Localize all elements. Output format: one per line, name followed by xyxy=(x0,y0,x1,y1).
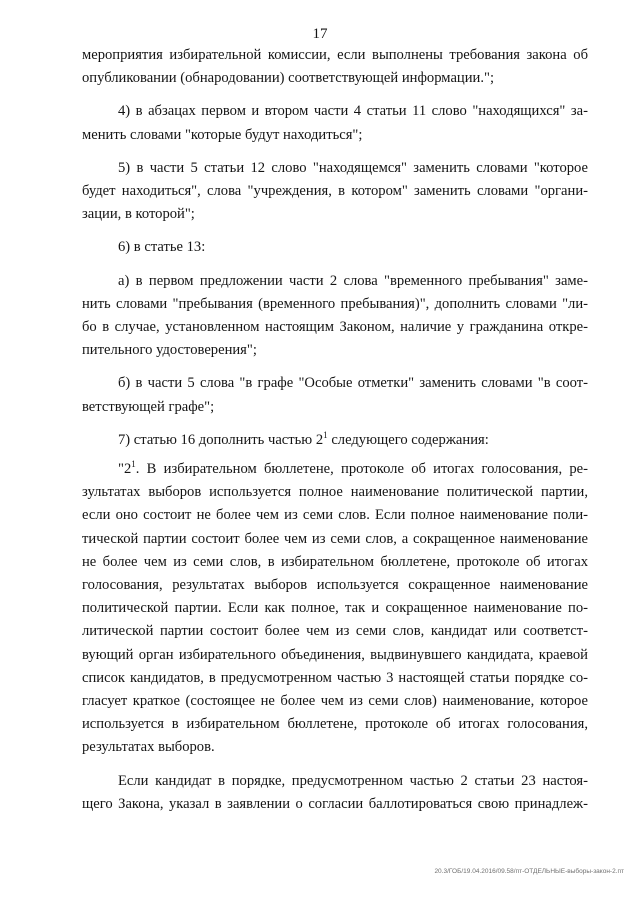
text-line: если оно состоит не более чем из семи слов. Если полное наименование поли- xyxy=(82,507,588,524)
text-line: используется в избирательном бюллетене, протоколе об итогах голосования, xyxy=(82,716,588,733)
text-line: пительного удостоверения"; xyxy=(82,342,257,359)
text-line: а) в первом предложении части 2 слова "временного пребывания" заме- xyxy=(118,272,588,289)
text-fragment: . В избирательном бюллетене, протоколе об итогах голосования, ре- xyxy=(135,461,588,478)
text-line: не более чем из семи слов, в избирательном бюллетене, протоколе об итогах xyxy=(82,553,588,570)
page-number: 17 xyxy=(312,26,328,42)
text-line: результатах выборов. xyxy=(82,739,215,756)
text-line: бо в случае, установленном настоящим Законом, наличие у гражданина откре- xyxy=(82,319,588,336)
text-line: тической партии состоит более чем из семи слов, а сокращенное наименование xyxy=(82,530,588,547)
text-line: менить словами "которые будут находиться"; xyxy=(82,126,363,143)
text-fragment: "2 xyxy=(118,461,132,478)
text-line: нить словами "пребывания (временного пребывания)", дополнить словами "ли- xyxy=(82,295,588,312)
superscript: 1 xyxy=(131,459,136,470)
document-body xyxy=(82,44,588,816)
text-line: вующий орган избирательного объединения, выдвинувшего кандидата, краевой xyxy=(82,646,588,663)
text-line: щего Закона, указал в заявлении о согласии баллотироваться свою принадлеж- xyxy=(82,795,588,812)
text-fragment: следующего содержания: xyxy=(327,431,489,448)
superscript: 1 xyxy=(323,429,328,440)
text-line: голосования, результатах выборов используется сокращенное наименование xyxy=(82,577,588,594)
document-footer: 20.3/ГОБ/19.04.2016/09.58/пт-ОТДЕЛЬНЫЕ-выборы-закон-2.пт xyxy=(434,868,624,875)
text-line: мероприятия избирательной комиссии, если выполнены требования закона об xyxy=(82,47,588,63)
text-line: зультатах выборов используется полное наименование политической партии, xyxy=(82,484,588,501)
text-line: Если кандидат в порядке, предусмотренном частью 2 статьи 23 настоя- xyxy=(118,772,588,789)
text-line: б) в части 5 слова "в графе "Особые отметки" заменить словами "в соот- xyxy=(118,375,588,392)
text-line xyxy=(82,429,588,452)
text-line: зации, в которой"; xyxy=(82,206,195,223)
text-line: список кандидатов, в предусмотренном частью 3 настоящей статьи порядке со- xyxy=(82,669,588,686)
text-line: 5) в части 5 статьи 12 слово "находящемся" заменить словами "которое xyxy=(118,159,588,176)
text-line: литической партии состоит более чем из семи слов, кандидат или соответст- xyxy=(82,623,588,640)
text-line: гласует краткое (состоящее не более чем из семи слов) наименование, которое xyxy=(82,693,588,710)
text-line xyxy=(82,458,588,481)
text-line: политической партии. Если как полное, так и сокращенное наименование по- xyxy=(82,600,588,617)
text-line: опубликовании (обнародовании) соответствующей информации."; xyxy=(82,70,495,87)
text-line: 4) в абзацах первом и втором части 4 статьи 11 слово "находящихся" за- xyxy=(118,103,588,120)
text-line: будет находиться", слова "учреждения, в котором" заменить словами "органи- xyxy=(82,183,588,200)
text-line: ветствующей графе"; xyxy=(82,398,215,415)
text-fragment: 7) статью 16 дополнить частью 2 xyxy=(118,431,324,448)
text-line: 6) в статье 13: xyxy=(118,239,206,256)
